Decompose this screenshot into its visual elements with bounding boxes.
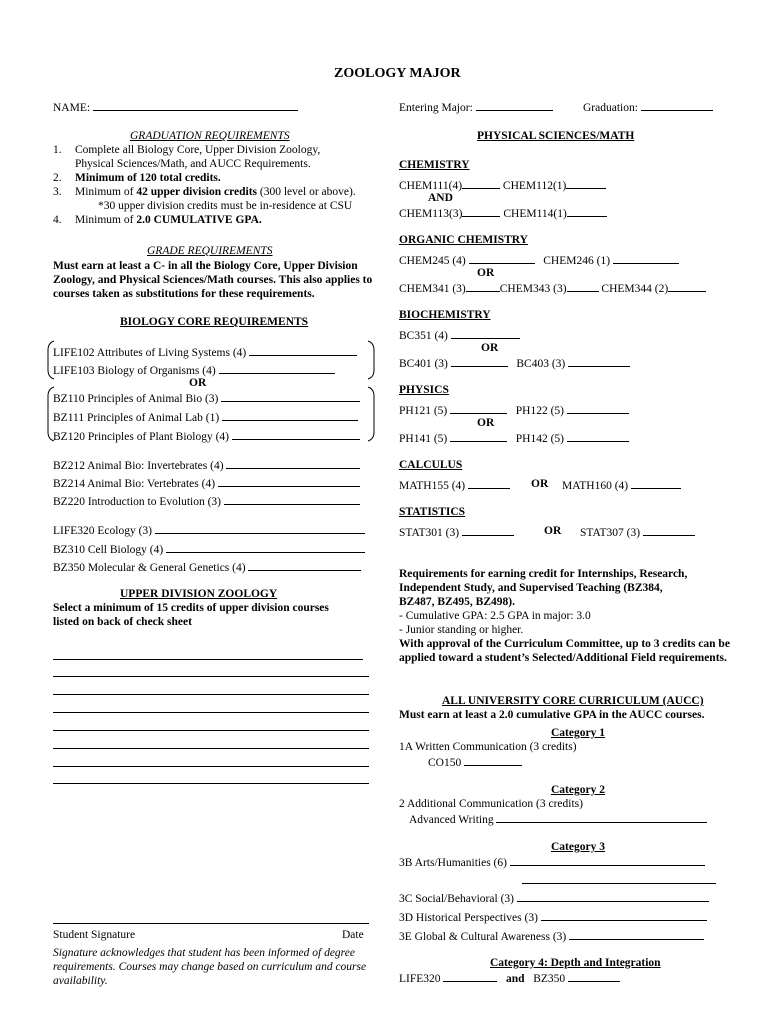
course-bz111[interactable]: BZ111 Principles of Animal Lab (1) — [53, 409, 358, 425]
grad-req-item-1-num: 1. — [53, 144, 62, 156]
entering-major-field[interactable] — [399, 99, 553, 115]
signature-line[interactable] — [53, 923, 369, 924]
grad-req-heading: GRADUATION REQUIREMENTS — [130, 130, 290, 142]
internship-line-1: Requirements for earning credit for Internships, Research, — [399, 568, 688, 580]
course-bz110[interactable]: BZ110 Principles of Animal Bio (3) — [53, 390, 360, 406]
internship-line-2: Independent Study, and Supervised Teaching (BZ384, — [399, 582, 663, 594]
physics-row-2[interactable]: PH141 (5) PH142 (5) — [399, 430, 629, 446]
signature-note-3: availability. — [53, 975, 108, 987]
calculus-a[interactable]: MATH155 (4) — [399, 477, 510, 493]
organic-row-1[interactable]: CHEM245 (4) CHEM246 (1) — [399, 252, 679, 268]
internship-gpa: - Cumulative GPA: 2.5 GPA in major: 3.0 — [399, 610, 591, 622]
cat2-course[interactable]: Advanced Writing — [409, 811, 707, 827]
graduation-line[interactable] — [641, 99, 713, 111]
calculus-b[interactable]: MATH160 (4) — [562, 477, 681, 493]
chem-row-2[interactable]: CHEM113(3) CHEM114(1) — [399, 205, 607, 221]
bio-core-heading: BIOLOGY CORE REQUIREMENTS — [120, 316, 309, 328]
grad-req-item-3-num: 3. — [53, 186, 62, 198]
bio-core-or: OR — [189, 377, 207, 389]
grad-req-item-4-text: Minimum of 2.0 CUMULATIVE GPA. — [75, 214, 262, 226]
grade-req-line-3: courses taken as substitutions for these requirements. — [53, 288, 315, 300]
statistics-a[interactable]: STAT301 (3) — [399, 524, 514, 540]
course-bz214[interactable]: BZ214 Animal Bio: Vertebrates (4) — [53, 475, 360, 491]
page-title: ZOOLOGY MAJOR — [334, 66, 461, 81]
chem-and: AND — [428, 192, 453, 204]
signature-note-2: requirements. Courses may change based on curriculum and course — [53, 961, 367, 973]
cat1-course[interactable]: CO150 — [428, 754, 522, 770]
cat2-heading: Category 2 — [551, 784, 605, 796]
internship-line-3: BZ487, BZ495, BZ498). — [399, 596, 515, 608]
course-bz350[interactable]: BZ350 Molecular & General Genetics (4) — [53, 559, 361, 575]
cat3-arts[interactable]: 3B Arts/Humanities (6) — [399, 854, 705, 870]
grad-req-item-1-line1: Complete all Biology Core, Upper Division Zoology, — [75, 144, 321, 156]
grad-req-item-2-text: Minimum of 120 total credits. — [75, 172, 221, 184]
student-signature-label: Student Signature — [53, 929, 136, 941]
bracket-right-b — [366, 386, 378, 442]
grade-req-heading: GRADE REQUIREMENTS — [147, 245, 273, 257]
phys-sci-heading: PHYSICAL SCIENCES/MATH — [477, 130, 635, 142]
cat4-heading: Category 4: Depth and Integration — [490, 957, 661, 969]
biochem-heading: BIOCHEMISTRY — [399, 309, 491, 321]
grade-req-line-2: Zoology, and Physical Sciences/Math courses. This also applies to — [53, 274, 373, 286]
upper-div-line-2: listed on back of check sheet — [53, 616, 192, 628]
physics-or: OR — [477, 417, 495, 429]
physics-row-1[interactable]: PH121 (5) PH122 (5) — [399, 402, 629, 418]
name-field[interactable] — [53, 99, 298, 115]
cat3-heading: Category 3 — [551, 841, 605, 853]
cat3-social[interactable]: 3C Social/Behavioral (3) — [399, 890, 709, 906]
cat1-heading: Category 1 — [551, 727, 605, 739]
statistics-b[interactable]: STAT307 (3) — [580, 524, 695, 540]
biochem-row-1[interactable]: BC351 (4) — [399, 327, 520, 343]
upper-div-blank-4[interactable] — [53, 712, 369, 713]
biochem-row-2[interactable]: BC401 (3) BC403 (3) — [399, 355, 630, 371]
course-life320[interactable]: LIFE320 Ecology (3) — [53, 522, 365, 538]
cat1-line: 1A Written Communication (3 credits) — [399, 741, 577, 753]
cat3-historical[interactable]: 3D Historical Perspectives (3) — [399, 909, 707, 925]
bracket-right-a — [366, 340, 378, 380]
grad-req-item-3-text: Minimum of 42 upper division credits (300 level or above). — [75, 186, 356, 198]
upper-div-blank-2[interactable] — [53, 676, 369, 677]
grade-req-line-1: Must earn at least a C- in all the Biology Core, Upper Division — [53, 260, 358, 272]
upper-div-blank-8[interactable] — [53, 783, 369, 784]
name-line[interactable] — [93, 99, 298, 111]
internship-standing: - Junior standing or higher. — [399, 624, 524, 636]
grad-req-item-2-num: 2. — [53, 172, 62, 184]
course-bz220[interactable]: BZ220 Introduction to Evolution (3) — [53, 493, 360, 509]
statistics-heading: STATISTICS — [399, 506, 466, 518]
aucc-subheading: Must earn at least a 2.0 cumulative GPA in the AUCC courses. — [399, 709, 705, 721]
grad-req-item-1-line2: Physical Sciences/Math, and AUCC Requirements. — [75, 158, 311, 170]
entering-major-label: Entering Major: — [399, 102, 473, 114]
internship-approval-1: With approval of the Curriculum Committee, up to 3 credits can be — [399, 638, 730, 650]
cat4-row[interactable]: LIFE320 and BZ350 — [399, 970, 620, 986]
upper-div-heading: UPPER DIVISION ZOOLOGY — [120, 588, 278, 600]
cat3-global[interactable]: 3E Global & Cultural Awareness (3) — [399, 928, 704, 944]
chem-row-1[interactable]: CHEM111(4) CHEM112(1) — [399, 177, 606, 193]
course-bz212[interactable]: BZ212 Animal Bio: Invertebrates (4) — [53, 457, 360, 473]
course-bz310[interactable]: BZ310 Cell Biology (4) — [53, 541, 365, 557]
upper-div-blank-6[interactable] — [53, 748, 369, 749]
cat3-arts-line-2[interactable] — [522, 883, 716, 884]
calculus-heading: CALCULUS — [399, 459, 463, 471]
biochem-or: OR — [481, 342, 499, 354]
upper-div-blank-3[interactable] — [53, 694, 369, 695]
organic-row-2[interactable]: CHEM341 (3) CHEM343 (3) CHEM344 (2) — [399, 280, 706, 296]
upper-div-blank-1[interactable] — [53, 659, 363, 660]
graduation-label: Graduation: — [583, 102, 638, 114]
grad-req-item-4-num: 4. — [53, 214, 62, 226]
aucc-heading: ALL UNIVERSITY CORE CURRICULUM (AUCC) — [442, 695, 704, 707]
upper-div-line-1: Select a minimum of 15 credits of upper division courses — [53, 602, 329, 614]
organic-or: OR — [477, 267, 495, 279]
entering-major-line[interactable] — [476, 99, 553, 111]
signature-note-1: Signature acknowledges that student has been informed of degree — [53, 947, 355, 959]
upper-div-blank-5[interactable] — [53, 730, 369, 731]
statistics-or: OR — [544, 525, 562, 537]
cat2-line: 2 Additional Communication (3 credits) — [399, 798, 583, 810]
physics-heading: PHYSICS — [399, 384, 449, 396]
chemistry-heading: CHEMISTRY — [399, 159, 470, 171]
organic-heading: ORGANIC CHEMISTRY — [399, 234, 528, 246]
date-label: Date — [342, 929, 364, 941]
name-label: NAME: — [53, 102, 91, 114]
course-life102[interactable]: LIFE102 Attributes of Living Systems (4) — [53, 344, 357, 360]
calculus-or: OR — [531, 478, 549, 490]
graduation-field[interactable] — [583, 99, 713, 115]
internship-approval-2: applied toward a student’s Selected/Additional Field requirements. — [399, 652, 727, 664]
course-bz120[interactable]: BZ120 Principles of Plant Biology (4) — [53, 428, 360, 444]
course-life103[interactable]: LIFE103 Biology of Organisms (4) — [53, 362, 335, 378]
upper-div-blank-7[interactable] — [53, 766, 369, 767]
grad-req-item-3-note: *30 upper division credits must be in-residence at CSU — [98, 200, 353, 212]
